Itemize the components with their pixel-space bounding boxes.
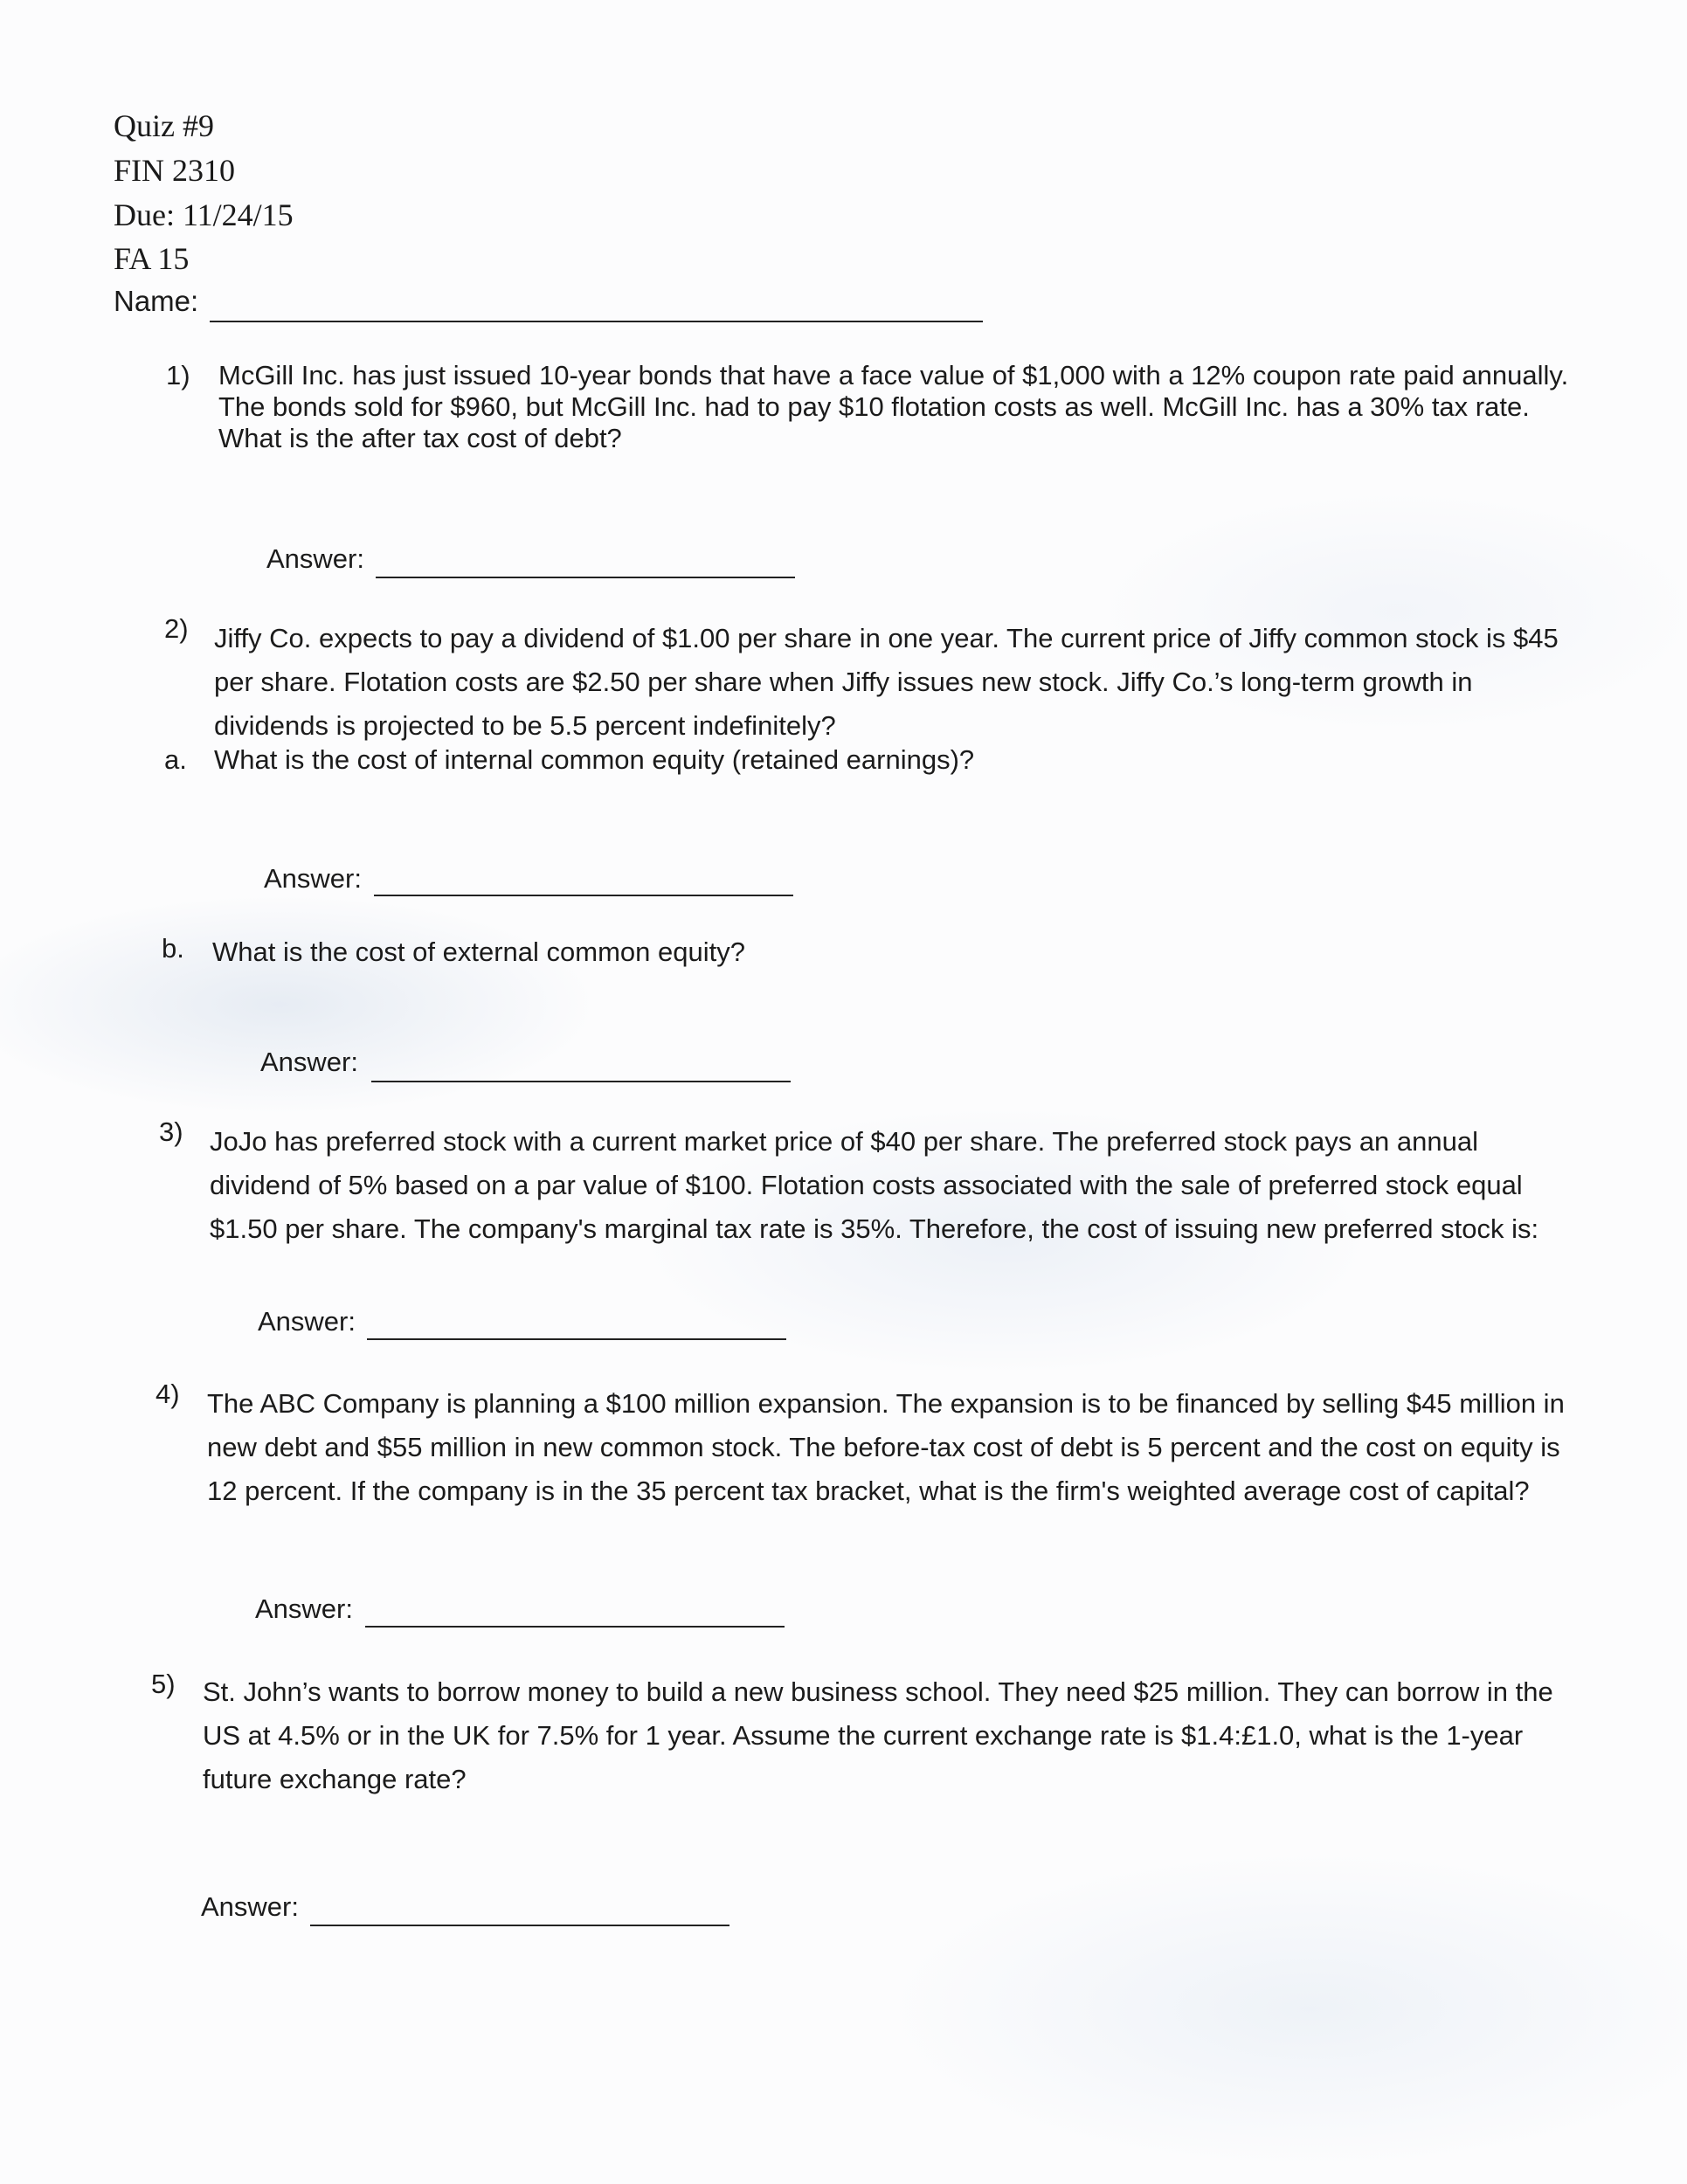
question-5-text [203, 1670, 1635, 1801]
answer-5-label: Answer: [201, 1891, 299, 1922]
question-2-line-1: Jiffy Co. expects to pay a dividend of $1.00 per share in one year. The current price of Jiffy common stock is $45 [214, 623, 1559, 653]
question-2-line-2: per share. Flotation costs are $2.50 per share when Jiffy issues new stock. Jiffy Co.’s long-term growth in [214, 667, 1473, 697]
question-2a-letter: a. [164, 744, 187, 775]
answer-2a-field[interactable] [374, 895, 793, 896]
course-code: FIN 2310 [114, 153, 236, 188]
question-1-line-2: The bonds sold for $960, but McGill Inc. had to pay $10 flotation costs as well. McGill Inc. has a 30% tax rate. [218, 391, 1530, 422]
question-3-line-1: JoJo has preferred stock with a current market price of $40 per share. The preferred stock pays an annual [210, 1126, 1479, 1157]
question-5-line-3: future exchange rate? [203, 1764, 467, 1794]
answer-3-field[interactable] [367, 1338, 786, 1340]
question-2a-text: What is the cost of internal common equity (retained earnings)? [214, 744, 975, 775]
answer-4-label: Answer: [255, 1593, 353, 1624]
question-3-line-3: $1.50 per share. The company's marginal tax rate is 35%. Therefore, the cost of issuing new preferred stock is: [210, 1213, 1539, 1244]
question-3-line-2: dividend of 5% based on a par value of $100. Flotation costs associated with the sale of preferred stock equal [210, 1170, 1523, 1200]
answer-1-field[interactable] [376, 577, 795, 578]
name-label: Name: [114, 285, 199, 317]
name-field[interactable] [210, 321, 983, 322]
question-5-line-2: US at 4.5% or in the UK for 7.5% for 1 year. Assume the current exchange rate is $1.4:£1.0, what is the 1-year [203, 1720, 1524, 1751]
answer-2b-label: Answer: [260, 1047, 358, 1077]
question-2-text [214, 617, 1647, 748]
question-2b-text: What is the cost of external common equity? [212, 936, 745, 967]
question-4-text [207, 1382, 1640, 1513]
answer-2a-label: Answer: [264, 863, 362, 894]
quiz-title: Quiz #9 [114, 108, 214, 143]
answer-1-label: Answer: [266, 543, 364, 574]
question-4-line-3: 12 percent. If the company is in the 35 percent tax bracket, what is the firm's weighted average cost of capital? [207, 1476, 1530, 1506]
question-3-number: 3) [159, 1116, 183, 1147]
question-1-line-1: McGill Inc. has just issued 10-year bonds that have a face value of $1,000 with a 12% coupon rate paid annually. [218, 360, 1569, 390]
question-1-text [218, 354, 1651, 460]
question-4-line-2: new debt and $55 million in new common stock. The before-tax cost of debt is 5 percent and the cost on equity is [207, 1432, 1560, 1462]
question-2-number: 2) [164, 613, 189, 644]
answer-5-field[interactable] [310, 1925, 729, 1926]
due-date: Due: 11/24/15 [114, 197, 294, 232]
question-1-number: 1) [166, 360, 190, 390]
question-1-line-3: What is the after tax cost of debt? [218, 423, 622, 453]
question-2b-letter: b. [162, 933, 184, 964]
question-4-number: 4) [156, 1379, 180, 1409]
question-5-line-1: St. John’s wants to borrow money to build a new business school. They need $25 million. They can borrow in the [203, 1676, 1553, 1707]
question-4-line-1: The ABC Company is planning a $100 million expansion. The expansion is to be financed by selling $45 million in [207, 1388, 1565, 1419]
question-3-text [210, 1120, 1642, 1251]
answer-2b-field[interactable] [371, 1081, 791, 1082]
question-5-number: 5) [151, 1669, 176, 1699]
answer-3-label: Answer: [258, 1306, 356, 1337]
question-2-line-3: dividends is projected to be 5.5 percent indefinitely? [214, 710, 836, 741]
term: FA 15 [114, 241, 190, 276]
answer-4-field[interactable] [365, 1626, 785, 1628]
